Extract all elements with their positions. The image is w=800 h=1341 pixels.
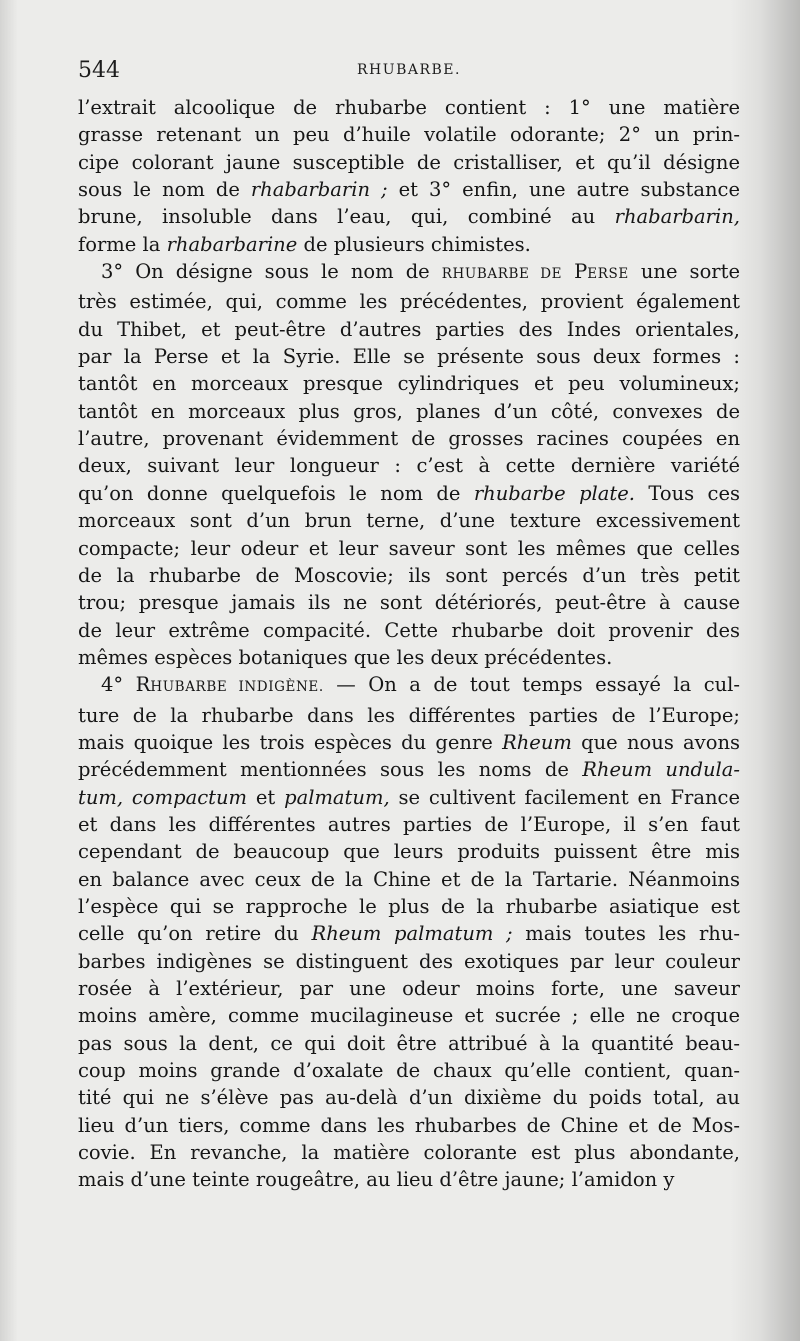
text-line xyxy=(78,866,740,893)
text-run: coup moins grande d’oxalate de chaux qu’elle contient, quan- xyxy=(78,1059,740,1083)
text-run: ture de la rhubarbe dans les différentes parties de l’Europe; xyxy=(78,703,740,727)
text-run: Tous ces xyxy=(635,481,740,505)
text-line xyxy=(78,507,740,534)
text-run: une sorte xyxy=(628,260,741,284)
text-run: tum, compactum xyxy=(78,785,248,809)
text-line xyxy=(78,948,740,975)
text-line xyxy=(78,784,740,811)
text-run: tantôt en morceaux plus gros, planes d’un côté, convexes de xyxy=(78,399,740,423)
text-line xyxy=(78,149,740,176)
text-run: cipe colorant jaune susceptible de cristalliser, et qu’il désigne xyxy=(78,150,740,174)
text-run: lieu d’un tiers, comme dans les rhubarbes de Chine et de Mos- xyxy=(78,1113,740,1137)
text-run: mais d’une teinte rougeâtre, au lieu d’être jaune; l’amidon y xyxy=(78,1168,675,1192)
text-run: l’autre, provenant évidemment de grosses racines coupées en xyxy=(78,427,740,451)
text-line xyxy=(78,756,740,783)
text-run: et xyxy=(247,785,285,809)
text-line xyxy=(78,1084,740,1111)
text-run: tantôt en morceaux presque cylindriques et peu volumineux; xyxy=(78,372,740,396)
text-line xyxy=(78,920,740,947)
page-number: 544 xyxy=(78,58,120,83)
text-run: se cultivent facilement en France xyxy=(389,785,740,809)
text-line xyxy=(78,893,740,920)
text-line xyxy=(78,589,740,616)
text-run: que nous avons xyxy=(571,730,741,754)
text-run: et dans les différentes autres parties de l’Europe, il s’en faut xyxy=(78,812,740,836)
text-run: morceaux sont d’un brun terne, d’une texture excessivement xyxy=(78,509,740,533)
text-run: Rheum xyxy=(502,730,572,754)
text-line xyxy=(78,1112,740,1139)
text-line xyxy=(78,975,740,1002)
text-run: pas sous la dent, ce qui doit être attribué à la quantité beau- xyxy=(78,1031,740,1055)
text-run: par la Perse et la Syrie. Elle se présente sous deux formes : xyxy=(78,345,740,369)
text-run: brune, insoluble dans l’eau, qui, combiné au xyxy=(78,205,615,229)
text-run: 4° xyxy=(101,673,136,697)
text-line xyxy=(78,370,740,397)
text-run: compacte; leur odeur et leur saveur sont les mêmes que celles xyxy=(78,536,740,560)
text-run: 3° On désigne sous le nom de xyxy=(101,260,442,284)
text-line xyxy=(78,176,740,203)
text-line xyxy=(78,288,740,315)
text-run: HUBARBE INDIGÈNE. xyxy=(150,679,324,696)
text-run: en balance avec ceux de la Chine et de la Tartarie. Néanmoins xyxy=(78,867,740,891)
text-line xyxy=(78,1166,740,1193)
text-run: rosée à l’extérieur, par une odeur moins forte, une saveur xyxy=(78,977,740,1000)
text-run: l’espèce qui se rapproche le plus de la rhubarbe asiatique est xyxy=(78,894,740,918)
text-line xyxy=(78,398,740,425)
text-line xyxy=(78,1002,740,1029)
text-run: très estimée, qui, comme les précédentes, provient également xyxy=(78,290,740,314)
text-run: P xyxy=(574,260,588,284)
text-run: Rheum palmatum ; xyxy=(311,922,513,946)
text-run: et 3° enfin, une autre substance xyxy=(387,178,740,202)
text-run: cependant de beaucoup que leurs produits puissent être mis xyxy=(78,840,740,864)
text-run: précédemment mentionnées sous les noms de xyxy=(78,758,583,782)
text-run: de plusieurs chimistes. xyxy=(297,232,531,256)
text-line xyxy=(78,316,740,343)
text-line xyxy=(78,535,740,562)
text-line xyxy=(78,702,740,729)
text-run: RHUBARBE DE xyxy=(441,266,563,283)
text-run: tité qui ne s’élève pas au-delà d’un dixième du poids total, au xyxy=(78,1086,740,1110)
text-run: forme la xyxy=(78,232,167,256)
text-run: rhabarbarine xyxy=(166,232,298,256)
text-line xyxy=(78,343,740,370)
text-run: de la rhubarbe de Moscovie; ils sont percés d’un très petit xyxy=(78,563,740,587)
text-run: qu’on donne quelquefois le nom de xyxy=(78,481,474,505)
text-line xyxy=(78,644,740,671)
text-run: sous le nom de xyxy=(78,178,251,202)
text-run: grasse retenant un peu d’huile volatile odorante; 2° un prin- xyxy=(78,123,740,147)
text-line xyxy=(78,671,740,701)
text-line xyxy=(78,425,740,452)
body-text xyxy=(78,94,740,1194)
text-run: rhubarbe plate. xyxy=(473,481,635,505)
text-run: covie. En revanche, la matière colorante est plus abondante, xyxy=(78,1141,740,1165)
text-line xyxy=(78,258,740,288)
text-line xyxy=(78,838,740,865)
text-line xyxy=(78,729,740,756)
running-head: RHUBARBE. xyxy=(357,62,461,78)
text-run: l’extrait alcoolique de rhubarbe contient : 1° une matière xyxy=(78,96,740,119)
text-line xyxy=(78,811,740,838)
text-run: du Thibet, et peut-être d’autres parties des Indes orientales, xyxy=(78,317,740,341)
text-run: celle qu’on retire du xyxy=(78,922,312,946)
text-run: trou; presque jamais ils ne sont détériorés, peut-être à cause xyxy=(78,591,740,615)
text-run: mêmes espèces botaniques que les deux précédentes. xyxy=(78,645,613,669)
text-line xyxy=(78,617,740,644)
text-run: barbes indigènes se distinguent des exotiques par leur couleur xyxy=(78,949,740,973)
text-run: moins amère, comme mucilagineuse et sucrée ; elle ne croque xyxy=(78,1004,740,1028)
text-line xyxy=(78,203,740,230)
text-line xyxy=(78,1139,740,1166)
text-line xyxy=(78,94,740,121)
text-run: de leur extrême compacité. Cette rhubarbe doit provenir des xyxy=(78,618,740,642)
text-run: Rheum undula- xyxy=(582,758,741,782)
text-run: ERSE xyxy=(587,266,629,283)
text-run: palmatum, xyxy=(284,785,390,809)
text-run: mais quoique les trois espèces du genre xyxy=(78,730,503,754)
text-run: R xyxy=(135,673,151,697)
text-run xyxy=(562,260,574,283)
text-line xyxy=(78,121,740,148)
text-line xyxy=(78,231,740,258)
text-line xyxy=(78,562,740,589)
text-line xyxy=(78,1030,740,1057)
text-run: rhabarbarin ; xyxy=(250,178,388,202)
text-run: rhabarbarin, xyxy=(614,205,740,229)
text-line xyxy=(78,1057,740,1084)
text-line xyxy=(78,480,740,507)
text-run: mais toutes les rhu- xyxy=(512,922,740,946)
page-header xyxy=(78,58,740,88)
text-run: deux, suivant leur longueur : c’est à cette dernière variété xyxy=(78,454,740,478)
text-line xyxy=(78,452,740,479)
text-run: — On a de tout temps essayé la cul- xyxy=(323,673,740,697)
